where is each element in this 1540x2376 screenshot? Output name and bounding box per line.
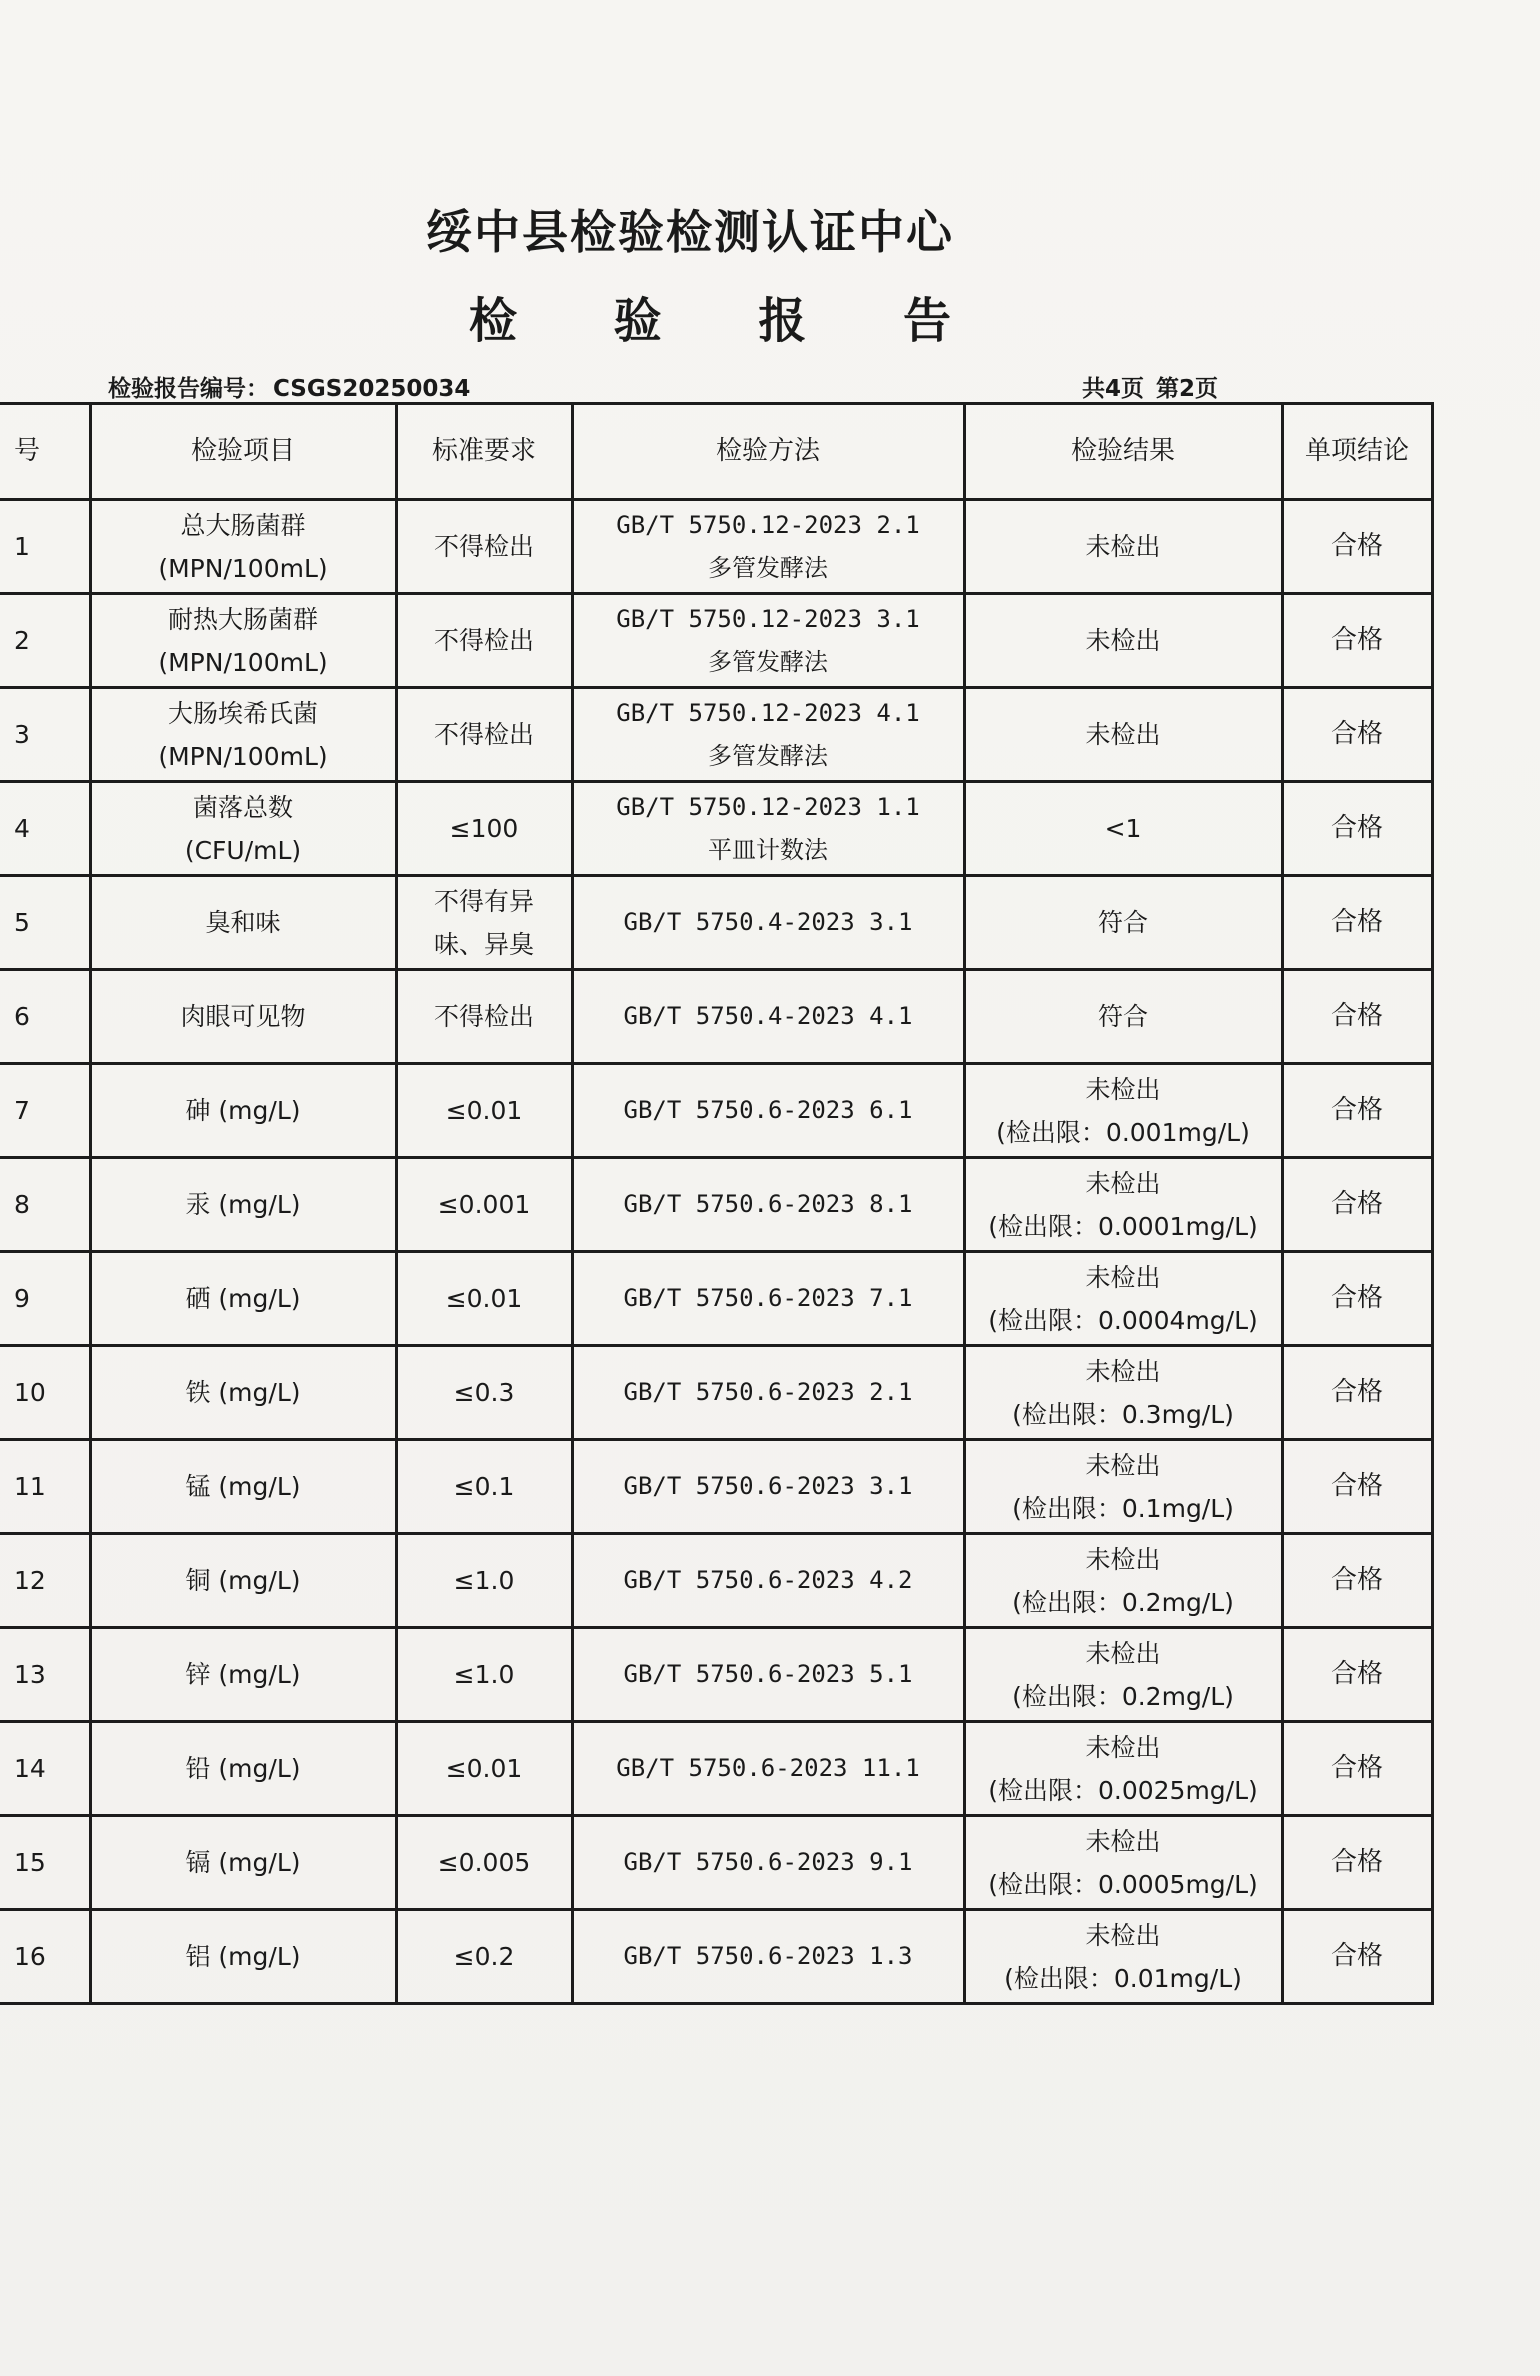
- item-conclusion: [1282, 1346, 1432, 1440]
- test-result-value: <1: [1104, 814, 1142, 843]
- col-header-result: 检验结果: [964, 404, 1282, 500]
- item-conclusion-text: 合格: [1330, 1753, 1383, 1783]
- test-result: [964, 1252, 1282, 1346]
- row-number: [0, 1440, 90, 1534]
- test-result-value: 未检出: [1085, 1356, 1161, 1386]
- col-header-no: 号: [0, 404, 90, 500]
- row-number-text: 8: [14, 1190, 30, 1219]
- table-row: [0, 1064, 1432, 1158]
- inspection-item: [90, 688, 396, 782]
- item-conclusion-text: 合格: [1330, 1471, 1383, 1501]
- standard-requirement-line1: 不得检出: [433, 1002, 534, 1031]
- test-result: [964, 1722, 1282, 1816]
- inspection-item: [90, 1346, 396, 1440]
- item-conclusion-text: 合格: [1330, 625, 1383, 655]
- standard-requirement-line1: 不得检出: [433, 720, 534, 749]
- item-conclusion: [1282, 1534, 1432, 1628]
- test-method-standard: GB/T 5750.6-2023 11.1: [616, 1754, 920, 1782]
- inspection-item-name: 砷 (mg/L): [185, 1096, 301, 1125]
- test-result: [964, 1440, 1282, 1534]
- test-result-detection-limit: (检出限：0.0005mg/L): [988, 1869, 1258, 1899]
- row-number: [0, 1064, 90, 1158]
- inspection-item: [90, 594, 396, 688]
- inspection-item-name: 铁 (mg/L): [185, 1378, 301, 1407]
- item-conclusion-text: 合格: [1330, 1659, 1383, 1689]
- test-result-detection-limit: (检出限：0.01mg/L): [1004, 1963, 1242, 1993]
- inspection-item: [90, 970, 396, 1064]
- test-result-value: 未检出: [1085, 1450, 1161, 1480]
- results-table: [0, 402, 1434, 2005]
- test-method: [572, 782, 964, 876]
- item-conclusion: [1282, 1910, 1432, 2004]
- doc-title: 检 验 报 告: [468, 293, 992, 349]
- row-number-text: 15: [14, 1848, 46, 1877]
- test-result-value: 未检出: [1085, 1638, 1161, 1668]
- standard-requirement: [396, 594, 572, 688]
- test-method: [572, 688, 964, 782]
- test-result-detection-limit: (检出限：0.0025mg/L): [988, 1775, 1258, 1805]
- test-result-value: 符合: [1097, 908, 1148, 937]
- standard-requirement: [396, 1534, 572, 1628]
- test-result: [964, 1816, 1282, 1910]
- standard-requirement: [396, 970, 572, 1064]
- test-result: [964, 876, 1282, 970]
- test-result: [964, 500, 1282, 594]
- test-method-procedure: 多管发酵法: [708, 741, 828, 770]
- test-result-value: 未检出: [1085, 1544, 1161, 1574]
- test-result-value: 未检出: [1085, 1732, 1161, 1762]
- test-method: [572, 1064, 964, 1158]
- test-method: [572, 1722, 964, 1816]
- test-method: [572, 1158, 964, 1252]
- standard-requirement-line1: ≤0.005: [437, 1848, 531, 1877]
- standard-requirement-line1: ≤0.1: [453, 1472, 515, 1501]
- item-conclusion-text: 合格: [1330, 1941, 1383, 1971]
- row-number: [0, 500, 90, 594]
- standard-requirement: [396, 1816, 572, 1910]
- standard-requirement: [396, 1440, 572, 1534]
- standard-requirement: [396, 688, 572, 782]
- table-row: [0, 1158, 1432, 1252]
- item-conclusion-text: 合格: [1330, 1847, 1383, 1877]
- test-method-standard: GB/T 5750.6-2023 1.3: [623, 1942, 913, 1970]
- test-method: [572, 1816, 964, 1910]
- inspection-item-name: 铝 (mg/L): [185, 1942, 301, 1971]
- row-number-text: 14: [14, 1754, 46, 1783]
- inspection-item: [90, 782, 396, 876]
- inspection-item-name: 镉 (mg/L): [185, 1848, 301, 1877]
- standard-requirement-line1: ≤0.01: [445, 1754, 523, 1783]
- table-header-row: [0, 404, 1432, 500]
- test-result-value: 未检出: [1085, 1262, 1161, 1292]
- row-number: [0, 1346, 90, 1440]
- item-conclusion: [1282, 1252, 1432, 1346]
- standard-requirement: [396, 1346, 572, 1440]
- standard-requirement-line1: ≤0.2: [453, 1942, 515, 1971]
- row-number: [0, 594, 90, 688]
- row-number-text: 3: [14, 720, 30, 749]
- report-number-label: 检验报告编号：: [108, 376, 269, 402]
- item-conclusion: [1282, 1628, 1432, 1722]
- standard-requirement-line1: 不得有异: [433, 886, 534, 916]
- inspection-item: [90, 1534, 396, 1628]
- row-number-text: 13: [14, 1660, 46, 1689]
- row-number: [0, 1158, 90, 1252]
- test-method: [572, 594, 964, 688]
- test-method-procedure: 多管发酵法: [708, 647, 828, 676]
- table-row: [0, 1628, 1432, 1722]
- item-conclusion-text: 合格: [1330, 531, 1383, 561]
- test-result: [964, 1064, 1282, 1158]
- test-result-detection-limit: (检出限：0.2mg/L): [1012, 1587, 1234, 1617]
- row-number: [0, 1910, 90, 2004]
- item-conclusion-text: 合格: [1330, 1377, 1383, 1407]
- item-conclusion: [1282, 500, 1432, 594]
- inspection-item-name: 汞 (mg/L): [185, 1190, 301, 1219]
- item-conclusion-text: 合格: [1330, 1565, 1383, 1595]
- test-result: [964, 970, 1282, 1064]
- test-result-detection-limit: (检出限：0.2mg/L): [1012, 1681, 1234, 1711]
- inspection-item: [90, 1440, 396, 1534]
- test-result: [964, 1158, 1282, 1252]
- test-method-standard: GB/T 5750.6-2023 7.1: [623, 1284, 913, 1312]
- inspection-item-name: 臭和味: [205, 908, 281, 937]
- row-number-text: 4: [14, 814, 30, 843]
- inspection-item: [90, 876, 396, 970]
- item-conclusion-text: 合格: [1330, 1189, 1383, 1219]
- item-conclusion: [1282, 1158, 1432, 1252]
- test-method-standard: GB/T 5750.4-2023 4.1: [623, 1002, 913, 1030]
- standard-requirement: [396, 782, 572, 876]
- standard-requirement-line1: ≤0.3: [453, 1378, 515, 1407]
- table-row: [0, 1346, 1432, 1440]
- test-method-standard: GB/T 5750.12-2023 1.1: [616, 792, 920, 821]
- test-method: [572, 1440, 964, 1534]
- page-current: 第2页: [1156, 376, 1219, 402]
- pages-total: 共4页: [1082, 376, 1145, 402]
- test-method-standard: GB/T 5750.6-2023 4.2: [623, 1566, 913, 1594]
- item-conclusion: [1282, 782, 1432, 876]
- test-method-standard: GB/T 5750.6-2023 3.1: [623, 1472, 913, 1500]
- item-conclusion-text: 合格: [1330, 1283, 1383, 1313]
- test-method: [572, 1534, 964, 1628]
- page-indicator: [1082, 370, 1222, 403]
- test-result-detection-limit: (检出限：0.001mg/L): [996, 1117, 1250, 1147]
- col-header-item: 检验项目: [90, 404, 396, 500]
- row-number-text: 12: [14, 1566, 46, 1595]
- inspection-item-name: 耐热大肠菌群: [167, 604, 318, 634]
- test-method-standard: GB/T 5750.6-2023 6.1: [623, 1096, 913, 1124]
- row-number-text: 2: [14, 626, 30, 655]
- test-method: [572, 1252, 964, 1346]
- inspection-item: [90, 1628, 396, 1722]
- table-row: [0, 876, 1432, 970]
- standard-requirement: [396, 876, 572, 970]
- item-conclusion: [1282, 1064, 1432, 1158]
- test-method-standard: GB/T 5750.6-2023 2.1: [623, 1378, 913, 1406]
- inspection-item-unit: (CFU/mL): [184, 835, 302, 865]
- table-row: [0, 782, 1432, 876]
- row-number: [0, 1722, 90, 1816]
- item-conclusion: [1282, 688, 1432, 782]
- inspection-item-unit: (MPN/100mL): [158, 741, 328, 771]
- table-row: [0, 1440, 1432, 1534]
- inspection-item: [90, 500, 396, 594]
- test-result-value: 未检出: [1085, 1826, 1161, 1856]
- test-method-procedure: 平皿计数法: [708, 835, 828, 864]
- inspection-item-unit: (MPN/100mL): [158, 647, 328, 677]
- test-result: [964, 1910, 1282, 2004]
- row-number: [0, 1628, 90, 1722]
- org-title: 绥中县检验检测认证中心: [426, 205, 954, 259]
- standard-requirement-line1: 不得检出: [433, 532, 534, 561]
- item-conclusion: [1282, 1440, 1432, 1534]
- inspection-item-name: 总大肠菌群: [180, 510, 306, 540]
- table-row: [0, 970, 1432, 1064]
- row-number-text: 10: [14, 1378, 46, 1407]
- standard-requirement-line1: 不得检出: [433, 626, 534, 655]
- inspection-item: [90, 1252, 396, 1346]
- item-conclusion: [1282, 1816, 1432, 1910]
- col-header-conclusion: 单项结论: [1282, 404, 1432, 500]
- test-result-value: 符合: [1097, 1002, 1148, 1031]
- test-method-standard: GB/T 5750.12-2023 2.1: [616, 510, 920, 539]
- row-number: [0, 1252, 90, 1346]
- test-result: [964, 1346, 1282, 1440]
- test-method: [572, 876, 964, 970]
- test-method-standard: GB/T 5750.6-2023 9.1: [623, 1848, 913, 1876]
- test-result: [964, 1628, 1282, 1722]
- test-result: [964, 782, 1282, 876]
- row-number: [0, 876, 90, 970]
- standard-requirement: [396, 1910, 572, 2004]
- inspection-item-name: 锌 (mg/L): [185, 1660, 301, 1689]
- standard-requirement: [396, 500, 572, 594]
- item-conclusion-text: 合格: [1330, 1095, 1383, 1125]
- test-method-standard: GB/T 5750.6-2023 5.1: [623, 1660, 913, 1688]
- col-header-requirement: 标准要求: [396, 404, 572, 500]
- row-number: [0, 1534, 90, 1628]
- item-conclusion: [1282, 970, 1432, 1064]
- test-method-standard: GB/T 5750.12-2023 4.1: [616, 698, 920, 727]
- report-number-value: CSGS20250034: [273, 376, 471, 402]
- inspection-item-name: 菌落总数: [192, 792, 293, 822]
- standard-requirement: [396, 1064, 572, 1158]
- table-row: [0, 1910, 1432, 2004]
- standard-requirement-line1: ≤0.01: [445, 1284, 523, 1313]
- table-row: [0, 1722, 1432, 1816]
- inspection-item: [90, 1158, 396, 1252]
- col-header-method: 检验方法: [572, 404, 964, 500]
- test-result-value: 未检出: [1085, 720, 1161, 749]
- inspection-item-name: 铜 (mg/L): [185, 1566, 301, 1595]
- inspection-item-unit: (MPN/100mL): [158, 553, 328, 583]
- test-result: [964, 688, 1282, 782]
- inspection-item-name: 大肠埃希氏菌: [167, 698, 318, 728]
- test-result: [964, 594, 1282, 688]
- test-result-value: 未检出: [1085, 1074, 1161, 1104]
- row-number: [0, 1816, 90, 1910]
- standard-requirement-line1: ≤1.0: [453, 1660, 515, 1689]
- test-result-value: 未检出: [1085, 1920, 1161, 1950]
- standard-requirement-line1: ≤0.01: [445, 1096, 523, 1125]
- standard-requirement-line2: 味、异臭: [433, 929, 534, 959]
- table-row: [0, 688, 1432, 782]
- test-result-detection-limit: (检出限：0.1mg/L): [1012, 1493, 1234, 1523]
- standard-requirement: [396, 1252, 572, 1346]
- test-method-standard: GB/T 5750.6-2023 8.1: [623, 1190, 913, 1218]
- test-result-value: 未检出: [1085, 532, 1161, 561]
- inspection-item-name: 硒 (mg/L): [185, 1284, 301, 1313]
- inspection-item-name: 铅 (mg/L): [185, 1754, 301, 1783]
- table-row: [0, 594, 1432, 688]
- item-conclusion-text: 合格: [1330, 719, 1383, 749]
- test-result-value: 未检出: [1085, 626, 1161, 655]
- test-method: [572, 1910, 964, 2004]
- table-body: [0, 500, 1432, 2004]
- item-conclusion-text: 合格: [1330, 907, 1383, 937]
- item-conclusion: [1282, 594, 1432, 688]
- standard-requirement-line1: ≤1.0: [453, 1566, 515, 1595]
- item-conclusion: [1282, 1722, 1432, 1816]
- test-method-standard: GB/T 5750.12-2023 3.1: [616, 604, 920, 633]
- test-method-standard: GB/T 5750.4-2023 3.1: [623, 908, 913, 936]
- row-number-text: 1: [14, 532, 30, 561]
- table-row: [0, 1816, 1432, 1910]
- item-conclusion: [1282, 876, 1432, 970]
- inspection-item-name: 锰 (mg/L): [185, 1472, 301, 1501]
- test-method: [572, 500, 964, 594]
- inspection-item-name: 肉眼可见物: [180, 1002, 306, 1031]
- standard-requirement: [396, 1158, 572, 1252]
- standard-requirement-line1: ≤100: [449, 814, 519, 843]
- test-method: [572, 1628, 964, 1722]
- row-number-text: 6: [14, 1002, 30, 1031]
- item-conclusion-text: 合格: [1330, 813, 1383, 843]
- standard-requirement: [396, 1628, 572, 1722]
- test-result: [964, 1534, 1282, 1628]
- inspection-item: [90, 1816, 396, 1910]
- row-number-text: 7: [14, 1096, 30, 1125]
- table-row: [0, 1534, 1432, 1628]
- item-conclusion-text: 合格: [1330, 1001, 1383, 1031]
- row-number-text: 9: [14, 1284, 30, 1313]
- row-number: [0, 688, 90, 782]
- row-number-text: 5: [14, 908, 30, 937]
- test-result-value: 未检出: [1085, 1168, 1161, 1198]
- standard-requirement: [396, 1722, 572, 1816]
- row-number: [0, 782, 90, 876]
- test-result-detection-limit: (检出限：0.0001mg/L): [988, 1211, 1258, 1241]
- row-number-text: 11: [14, 1472, 46, 1501]
- test-method: [572, 1346, 964, 1440]
- inspection-item: [90, 1064, 396, 1158]
- row-number: [0, 970, 90, 1064]
- table-row: [0, 1252, 1432, 1346]
- table-row: [0, 500, 1432, 594]
- test-result-detection-limit: (检出限：0.3mg/L): [1012, 1399, 1234, 1429]
- test-result-detection-limit: (检出限：0.0004mg/L): [988, 1305, 1258, 1335]
- inspection-item: [90, 1722, 396, 1816]
- test-method-procedure: 多管发酵法: [708, 553, 828, 582]
- report-number: [108, 370, 474, 403]
- row-number-text: 16: [14, 1942, 46, 1971]
- test-method: [572, 970, 964, 1064]
- standard-requirement-line1: ≤0.001: [437, 1190, 531, 1219]
- inspection-item: [90, 1910, 396, 2004]
